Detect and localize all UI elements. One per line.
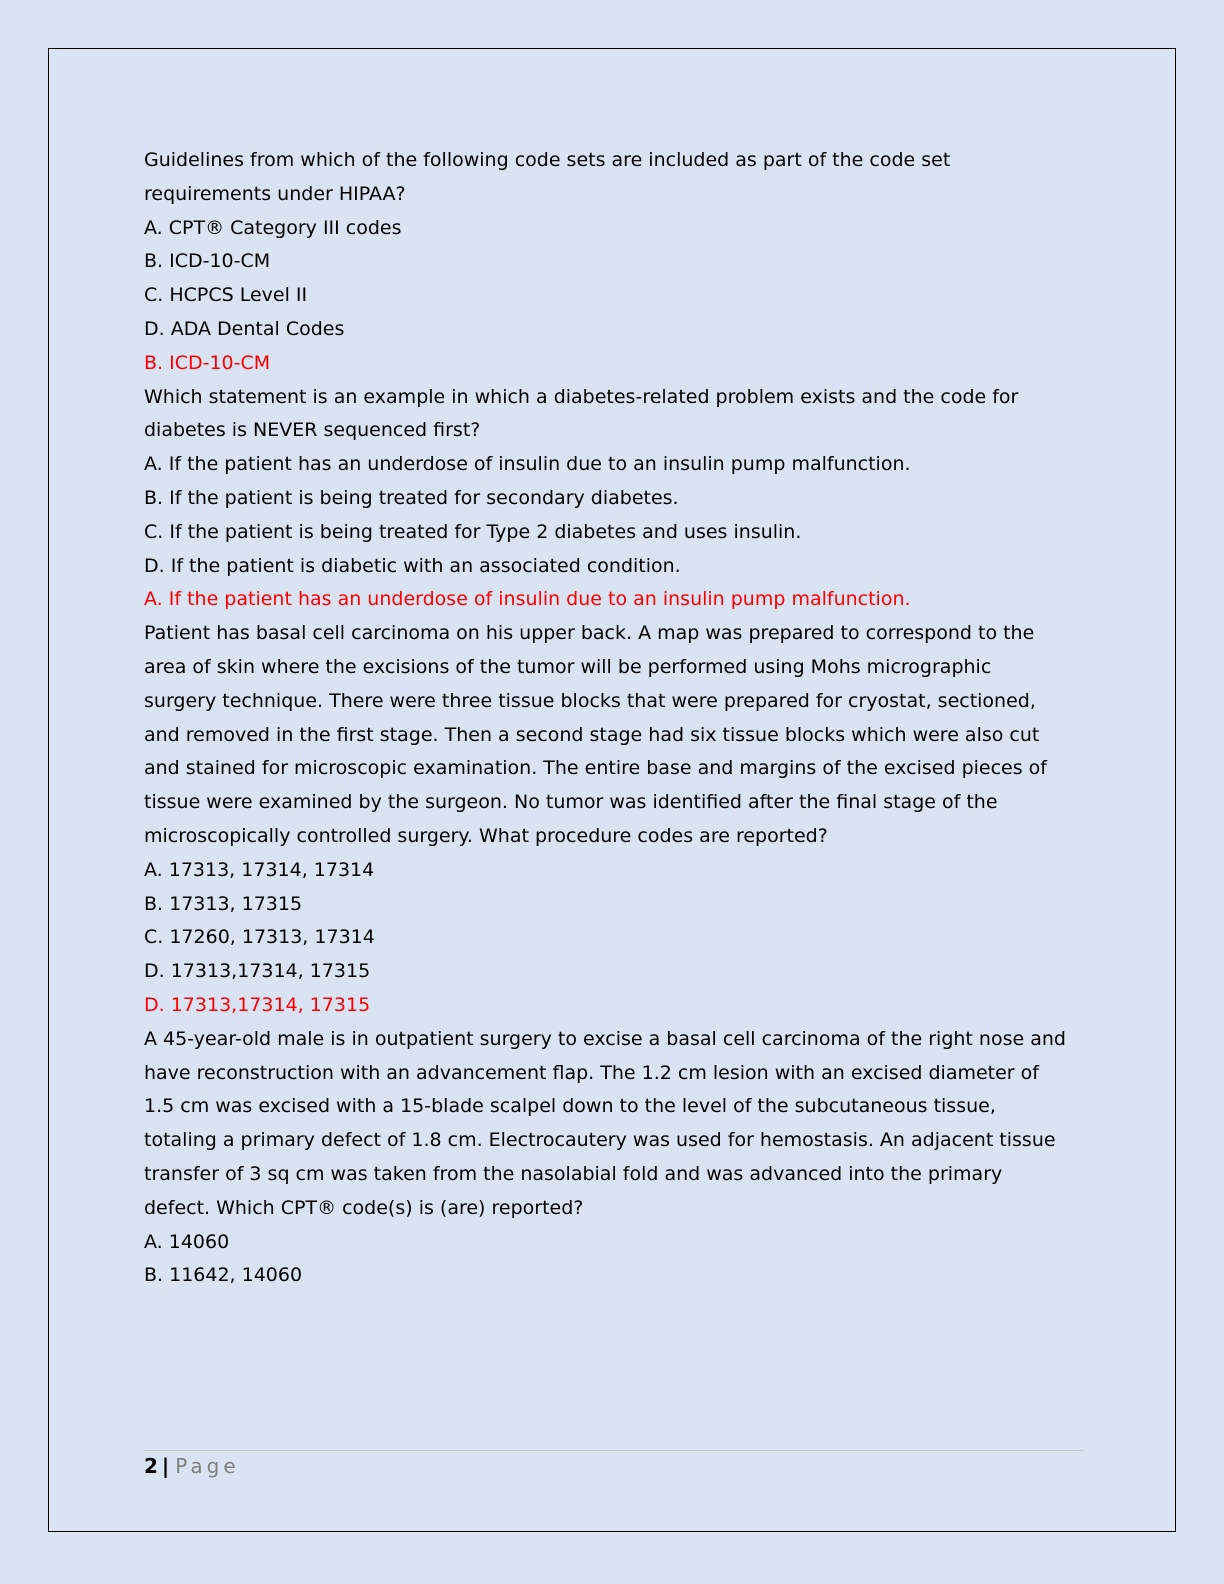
question-4-option-b: B. 11642, 14060 (144, 1264, 303, 1287)
question-3-option-b: B. 17313, 17315 (144, 892, 303, 915)
question-3-stem-line-2: area of skin where the excisions of the tumor will be performed using Mohs micrographic (144, 655, 992, 678)
page-label: Page (175, 1454, 240, 1478)
page-number: 2 (144, 1454, 158, 1478)
question-3-stem-line-1: Patient has basal cell carcinoma on his upper back. A map was prepared to correspond to the (144, 622, 1035, 645)
question-2-stem-line-2: diabetes is NEVER sequenced first? (144, 419, 481, 442)
question-4 (144, 1023, 1084, 1293)
question-3-stem-line-5: and stained for microscopic examination. The entire base and margins of the excised pieces of (144, 757, 1047, 780)
question-1 (144, 144, 1084, 381)
question-3-stem-line-7: microscopically controlled surgery. What procedure codes are reported? (144, 824, 828, 847)
question-1-option-c: C. HCPCS Level II (144, 284, 308, 307)
question-3-answer: D. 17313,17314, 17315 (144, 993, 371, 1016)
question-1-stem-line-1: Guidelines from which of the following code sets are included as part of the code set (144, 149, 951, 171)
question-3 (144, 617, 1084, 1023)
question-2 (144, 381, 1084, 618)
question-4-stem-line-4: totaling a primary defect of 1.8 cm. Electrocautery was used for hemostasis. An adjacent tissue (144, 1129, 1056, 1152)
footer-divider (144, 1450, 1084, 1451)
question-4-stem-line-1: A 45-year-old male is in outpatient surgery to excise a basal cell carcinoma of the right nose and (144, 1027, 1066, 1050)
question-1-option-a: A. CPT® Category III codes (144, 216, 402, 239)
question-2-option-b: B. If the patient is being treated for secondary diabetes. (144, 486, 679, 509)
question-3-stem-line-6: tissue were examined by the surgeon. No tumor was identified after the final stage of the (144, 791, 998, 814)
question-4-stem-line-6: defect. Which CPT® code(s) is (are) reported? (144, 1196, 584, 1219)
question-3-option-d: D. 17313,17314, 17315 (144, 960, 371, 983)
question-3-option-a: A. 17313, 17314, 17314 (144, 858, 375, 881)
question-2-stem-line-1: Which statement is an example in which a diabetes-related problem exists and the code for (144, 385, 1019, 408)
page-footer (144, 1452, 240, 1480)
question-2-answer: A. If the patient has an underdose of insulin due to an insulin pump malfunction. (144, 588, 911, 611)
question-2-option-c: C. If the patient is being treated for Type 2 diabetes and uses insulin. (144, 520, 802, 543)
question-3-option-c: C. 17260, 17313, 17314 (144, 926, 375, 949)
question-3-stem-line-3: surgery technique. There were three tissue blocks that were prepared for cryostat, sectioned, (144, 689, 1036, 712)
question-4-option-a: A. 14060 (144, 1230, 230, 1253)
question-2-option-a: A. If the patient has an underdose of insulin due to an insulin pump malfunction. (144, 453, 911, 476)
question-4-stem-line-5: transfer of 3 sq cm was taken from the nasolabial fold and was advanced into the primary (144, 1162, 1003, 1185)
question-1-option-d: D. ADA Dental Codes (144, 317, 345, 340)
question-1-stem-line-2: requirements under HIPAA? (144, 182, 406, 205)
document-body (144, 144, 1084, 1293)
question-4-stem-line-3: 1.5 cm was excised with a 15-blade scalpel down to the level of the subcutaneous tissue, (144, 1095, 996, 1118)
question-3-stem-line-4: and removed in the first stage. Then a second stage had six tissue blocks which were also cut (144, 723, 1040, 746)
question-1-option-b: B. ICD-10-CM (144, 250, 271, 273)
question-1-answer: B. ICD-10-CM (144, 351, 271, 374)
question-2-option-d: D. If the patient is diabetic with an associated condition. (144, 554, 681, 577)
footer-separator: | (161, 1454, 170, 1478)
question-4-stem-line-2: have reconstruction with an advancement flap. The 1.2 cm lesion with an excised diameter of (144, 1061, 1039, 1084)
